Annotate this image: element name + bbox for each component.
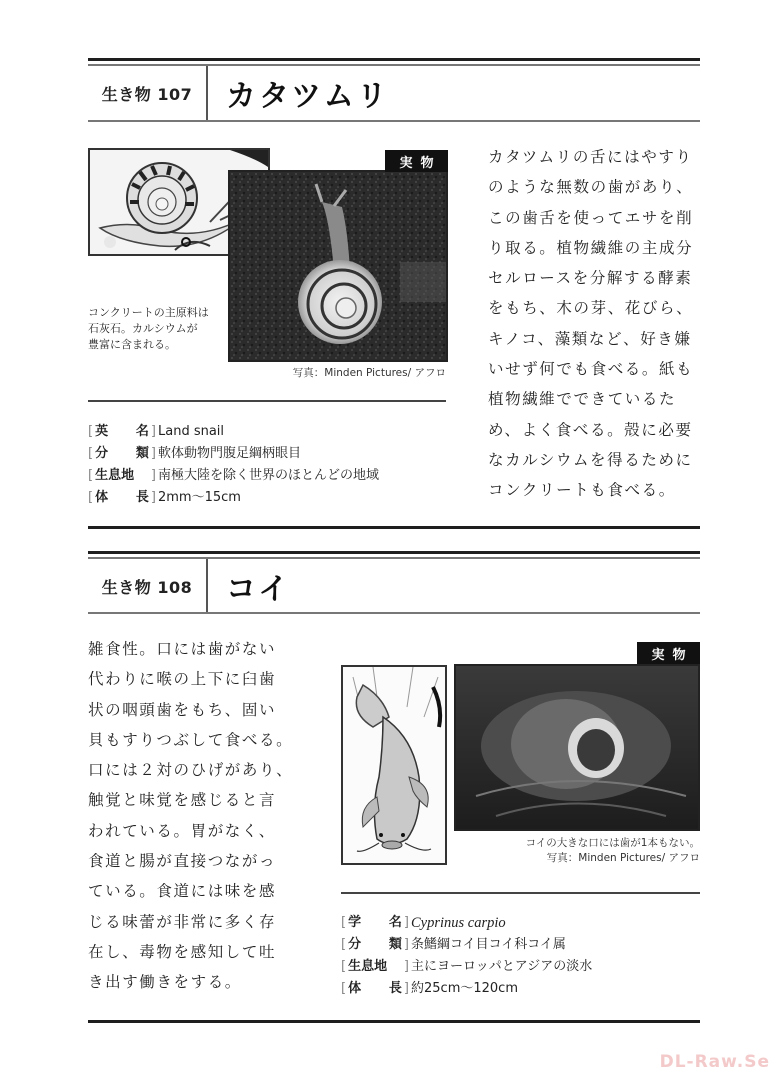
fact-label: 学 名 (348, 915, 402, 930)
fact-label: 英 名 (95, 424, 149, 439)
entry-108-top-rule (88, 551, 700, 554)
facts-divider (88, 400, 446, 402)
bottom-rule (88, 1020, 700, 1023)
photo-credit: 写真：Minden Pictures/ アフロ (292, 367, 446, 379)
fact-row-classification: [ 分 類 ] 軟体動物門腹足綱柄眼目 (88, 443, 379, 465)
fact-label: 生息地 (95, 468, 135, 483)
real-photo-badge: 実物 (385, 150, 448, 172)
snail-photo (228, 170, 448, 362)
fact-label: 体 長 (348, 981, 402, 996)
fact-value: Land snail (158, 424, 225, 439)
entry-107-facts (88, 421, 379, 509)
fact-row-scientific-name: [ 学 名 ] Cyprinus carpio (341, 912, 592, 934)
illustration-note: コンクリートの主原料は 石灰石。カルシウムが 豊富に含まれる。 (88, 306, 209, 351)
entry-108-header (88, 559, 700, 613)
entry-number: 生き物 107 (88, 66, 208, 120)
fact-label: 生息地 (348, 959, 388, 974)
carp-photo (454, 664, 700, 831)
fact-value: 主にヨーロッパとアジアの淡水 (411, 959, 593, 974)
entry-107-body: カタツムリの舌にはやすり のような無数の歯があり、 この歯舌を使ってエサを削 り取る。植物繊維の主成分 セルロースを分解する酵素 をもち、木の芽、花びら、 キノコ、藻類など、好き嫌 いせず何でも食べる。紙も 植物繊維でできているた め、よく食べる。殻に必要 なカルシウムを得るために コンクリートも食べる。 (488, 148, 694, 500)
fact-row-habitat: [ 生息地 ] 主にヨーロッパとアジアの淡水 (341, 956, 592, 978)
entry-107-bottom-rule (88, 526, 700, 529)
header-rule-bottom (88, 612, 700, 614)
facts-divider (341, 892, 700, 894)
photo-caption: コイの大きな口には歯が1本もない。 写真：Minden Pictures/ アフロ (525, 837, 700, 864)
fact-value: 軟体動物門腹足綱柄眼目 (158, 446, 302, 461)
top-rule (88, 58, 700, 61)
entry-107-header (88, 66, 700, 120)
entry-108-body: 雑食性。口には歯がない 代わりに喉の上下に臼歯 状の咽頭歯をもち、固い 貝もすりつぶして食べる。 口には２対のひげがあり、 触覚と味覚を感じると言 われている。胃がなく、 食道と腸が直接つながっ ている。食道には味を感 じる味蕾が非常に多く存 在し、毒物を感知して吐 き出す働きをする。 (88, 640, 294, 992)
fact-value: 南極大陸を除く世界のほとんどの地域 (158, 468, 380, 483)
fact-label: 分 類 (95, 446, 149, 461)
fact-value: 約25cm〜120cm (411, 981, 518, 996)
entry-title: コイ (226, 572, 292, 607)
fact-row-length: [ 体 長 ] 約25cm〜120cm (341, 978, 592, 1000)
entry-number: 生き物 108 (88, 559, 208, 613)
fact-row-english-name: [ 英 名 ] Land snail (88, 421, 379, 443)
fact-value: 2mm〜15cm (158, 490, 241, 505)
fact-row-length: [ 体 長 ] 2mm〜15cm (88, 487, 379, 509)
fact-row-habitat: [ 生息地 ] 南極大陸を除く世界のほとんどの地域 (88, 465, 379, 487)
fact-value: Cyprinus carpio (411, 915, 506, 931)
carp-photo-image (456, 666, 700, 831)
carp-drawing-icon (343, 667, 447, 865)
carp-illustration (341, 665, 447, 865)
snail-photo-image (230, 172, 448, 362)
entry-title: カタツムリ (226, 79, 390, 114)
fact-row-classification: [ 分 類 ] 条鰭綱コイ目コイ科コイ属 (341, 934, 592, 956)
fact-label: 分 類 (348, 937, 402, 952)
real-photo-badge: 実物 (637, 642, 700, 664)
fact-value: 条鰭綱コイ目コイ科コイ属 (411, 937, 566, 952)
fact-label: 体 長 (95, 490, 149, 505)
watermark: DL-Raw.Se (659, 1052, 770, 1072)
header-rule-bottom (88, 120, 700, 122)
entry-108-facts (341, 912, 592, 1000)
